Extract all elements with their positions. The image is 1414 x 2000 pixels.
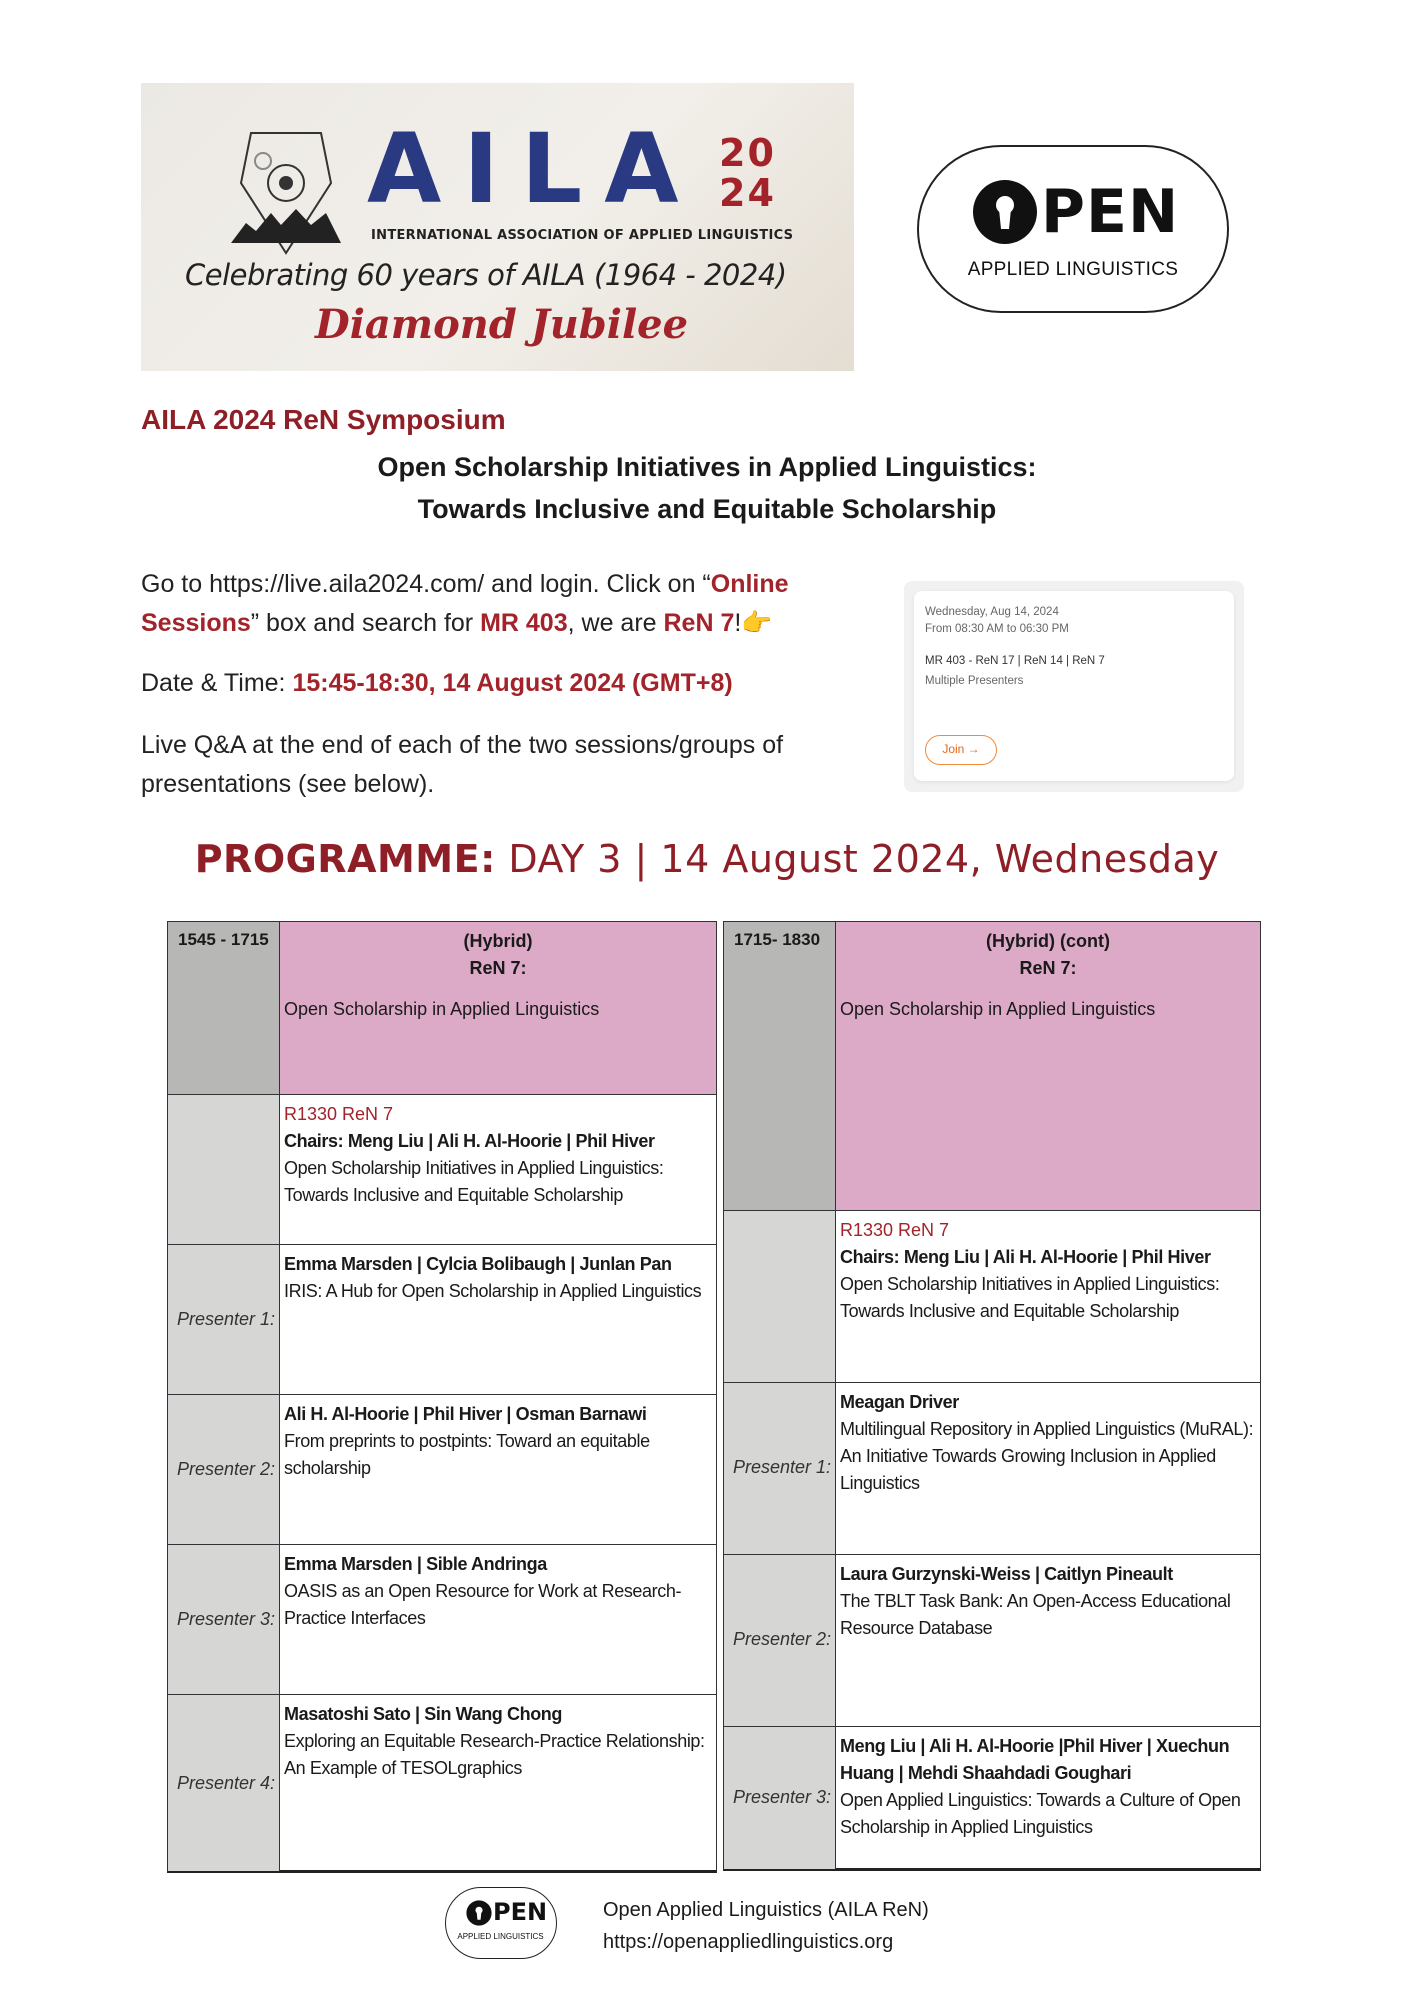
celebrating-text: Celebrating 60 years of AILA (1964 - 2024) bbox=[185, 258, 787, 292]
instructions-paragraph bbox=[141, 565, 861, 643]
presentation-title: Multilingual Repository in Applied Linguistics (MuRAL): An Initiative Towards Growing Inclusion in Applied Linguistics bbox=[840, 1419, 1254, 1493]
presentation-title: The TBLT Task Bank: An Open-Access Educational Resource Database bbox=[840, 1591, 1231, 1638]
session-time: 1715- 1830 bbox=[734, 930, 821, 949]
presenter-label: Presenter 1: bbox=[176, 1309, 275, 1329]
label-cell bbox=[168, 1545, 280, 1694]
presenter-names: Meagan Driver bbox=[840, 1392, 959, 1412]
presenter-cell bbox=[280, 1245, 716, 1394]
session-header-cell bbox=[280, 922, 716, 1094]
presenter-names: Masatoshi Sato | Sin Wang Chong bbox=[284, 1704, 562, 1724]
time-cell bbox=[168, 922, 280, 1094]
presentation-title: IRIS: A Hub for Open Scholarship in Applied Linguistics bbox=[284, 1281, 702, 1301]
chairs-cell bbox=[836, 1211, 1260, 1382]
label-cell bbox=[724, 1383, 836, 1554]
room-text: MR 403 bbox=[480, 609, 568, 637]
session-1-table bbox=[167, 921, 717, 1873]
presenter-label: Presenter 3: bbox=[732, 1787, 831, 1807]
presenter-names: Meng Liu | Ali H. Al-Hoorie |Phil Hiver | Xuechun Huang | Mehdi Shaahdadi Goughari bbox=[840, 1736, 1230, 1783]
presenter-names: Laura Gurzynski-Weiss | Caitlyn Pineault bbox=[840, 1564, 1173, 1584]
symposium-title: Open Scholarship Initiatives in Applied Linguistics: Towards Inclusive and Equitable Scholarship bbox=[284, 1158, 664, 1205]
card-date: Wednesday, Aug 14, 2024 bbox=[925, 606, 1059, 618]
label-cell bbox=[168, 1245, 280, 1394]
footer-website-link[interactable]: https://openappliedlinguistics.org bbox=[603, 1931, 894, 1953]
instructions-text: Go to https://live.aila2024.com/ and login. Click on “ bbox=[141, 570, 711, 598]
session-ren: ReN 7: bbox=[1019, 958, 1077, 978]
session-mode: (Hybrid) (cont) bbox=[986, 931, 1110, 951]
open-wordmark: PEN bbox=[493, 1898, 548, 1926]
session-mode: (Hybrid) bbox=[463, 931, 533, 951]
diamond-jubilee-text: Diamond Jubilee bbox=[315, 301, 689, 348]
programme-label: PROGRAMME: bbox=[194, 837, 496, 881]
presenter-cell bbox=[836, 1383, 1260, 1554]
presenter-row bbox=[168, 1245, 716, 1395]
session-header-cell bbox=[836, 922, 1260, 1210]
programme-heading bbox=[0, 837, 1414, 881]
presenter-names: Emma Marsden | Sible Andringa bbox=[284, 1554, 547, 1574]
open-wordmark: PEN bbox=[1041, 177, 1180, 247]
label-cell bbox=[724, 1211, 836, 1382]
session-card bbox=[914, 591, 1234, 781]
main-title-line-1: Open Scholarship Initiatives in Applied Linguistics: bbox=[377, 452, 1037, 482]
presenter-label: Presenter 1: bbox=[732, 1457, 831, 1477]
symposium-title: Open Scholarship Initiatives in Applied Linguistics: Towards Inclusive and Equitable Scholarship bbox=[840, 1274, 1220, 1321]
presenter-cell bbox=[280, 1695, 716, 1871]
chairs-cell bbox=[280, 1095, 716, 1244]
join-button[interactable]: Join → bbox=[925, 735, 997, 765]
footer-org-name: Open Applied Linguistics (AILA ReN) bbox=[603, 1899, 929, 1921]
presenter-label: Presenter 2: bbox=[176, 1459, 275, 1479]
presentation-title: OASIS as an Open Resource for Work at Research-Practice Interfaces bbox=[284, 1581, 682, 1628]
presenter-cell bbox=[280, 1395, 716, 1544]
presenter-row bbox=[168, 1695, 716, 1871]
presenter-label: Presenter 2: bbox=[732, 1629, 831, 1649]
programme-day: DAY 3 | 14 August 2024, Wednesday bbox=[495, 837, 1220, 881]
pointing-hand-icon: !👉 bbox=[734, 609, 773, 637]
presentation-title: Exploring an Equitable Research-Practice Relationship: An Example of TESOLgraphics bbox=[284, 1731, 705, 1778]
presenter-names: Ali H. Al-Hoorie | Phil Hiver | Osman Barnawi bbox=[284, 1404, 647, 1424]
session-code: R1330 ReN 7 bbox=[840, 1220, 950, 1240]
session-code: R1330 ReN 7 bbox=[284, 1104, 394, 1124]
presentation-title: From preprints to postpints: Toward an equitable scholarship bbox=[284, 1431, 650, 1478]
card-time: From 08:30 AM to 06:30 PM bbox=[925, 623, 1069, 635]
label-cell bbox=[168, 1395, 280, 1544]
chairs: Chairs: Meng Liu | Ali H. Al-Hoorie | Phil Hiver bbox=[284, 1131, 655, 1151]
instructions-text: ” box and search for bbox=[250, 609, 481, 637]
session-ren: ReN 7: bbox=[469, 958, 527, 978]
aila-2024-banner bbox=[141, 83, 854, 371]
association-name: INTERNATIONAL ASSOCIATION OF APPLIED LINGUISTICS bbox=[371, 228, 794, 243]
year-bottom: 24 bbox=[719, 171, 776, 215]
presenter-cell bbox=[280, 1545, 716, 1694]
card-rooms: MR 403 - ReN 17 | ReN 14 | ReN 7 bbox=[925, 655, 1105, 667]
label-cell bbox=[168, 1695, 280, 1871]
presenter-label: Presenter 4: bbox=[176, 1773, 275, 1793]
label-cell bbox=[724, 1555, 836, 1726]
session-2-table bbox=[723, 921, 1261, 1871]
presenter-row bbox=[724, 1555, 1260, 1727]
footer-text bbox=[603, 1894, 929, 1958]
instructions-text: , we are bbox=[567, 609, 664, 637]
year-top: 20 bbox=[719, 131, 776, 175]
label-cell bbox=[168, 1095, 280, 1244]
ren-text: ReN 7 bbox=[663, 609, 735, 637]
date-time-label: Date & Time: bbox=[141, 669, 293, 697]
open-logo-subtitle: APPLIED LINGUISTICS bbox=[967, 259, 1179, 280]
symposium-title: AILA 2024 ReN Symposium bbox=[141, 404, 506, 435]
main-title-line-2: Towards Inclusive and Equitable Scholarship bbox=[417, 494, 997, 524]
presenter-label: Presenter 3: bbox=[176, 1609, 275, 1629]
online-sessions-text: Online Sessions bbox=[141, 570, 789, 637]
date-time-value: 15:45-18:30, 14 August 2024 (GMT+8) bbox=[292, 669, 733, 697]
keyhole-icon bbox=[972, 179, 1038, 245]
chairs-row bbox=[168, 1095, 716, 1245]
session-title: Open Scholarship in Applied Linguistics bbox=[284, 999, 600, 1019]
presenter-row bbox=[724, 1383, 1260, 1555]
presenter-names: Emma Marsden | Cylcia Bolibaugh | Junlan Pan bbox=[284, 1254, 672, 1274]
presenter-cell bbox=[836, 1727, 1260, 1869]
chairs: Chairs: Meng Liu | Ali H. Al-Hoorie | Phil Hiver bbox=[840, 1247, 1211, 1267]
presenter-row bbox=[724, 1727, 1260, 1869]
session-card-screenshot bbox=[904, 581, 1244, 792]
footer-open-logo bbox=[445, 1887, 557, 1959]
pen-nib-emblem-icon bbox=[211, 113, 361, 263]
open-logo-subtitle: APPLIED LINGUISTICS bbox=[457, 1932, 544, 1941]
date-time-paragraph bbox=[141, 664, 861, 703]
presenter-row bbox=[168, 1395, 716, 1545]
session-time: 1545 - 1715 bbox=[178, 930, 269, 949]
time-cell bbox=[724, 922, 836, 1210]
card-presenters: Multiple Presenters bbox=[925, 675, 1024, 687]
aila-wordmark: AILA bbox=[367, 113, 701, 225]
presentation-title: Open Applied Linguistics: Towards a Culture of Open Scholarship in Applied Linguistics bbox=[840, 1790, 1241, 1837]
session-1-header-row bbox=[168, 922, 716, 1095]
label-cell bbox=[724, 1727, 836, 1869]
live-qa-paragraph: Live Q&A at the end of each of the two sessions/groups of presentations (see below). bbox=[141, 731, 784, 798]
chairs-row bbox=[724, 1211, 1260, 1383]
session-title: Open Scholarship in Applied Linguistics bbox=[840, 999, 1156, 1019]
presenter-cell bbox=[836, 1555, 1260, 1726]
presenter-row bbox=[168, 1545, 716, 1695]
open-applied-linguistics-logo bbox=[917, 145, 1229, 313]
keyhole-icon bbox=[466, 1900, 492, 1926]
session-2-header-row bbox=[724, 922, 1260, 1211]
aila-year bbox=[719, 133, 779, 213]
